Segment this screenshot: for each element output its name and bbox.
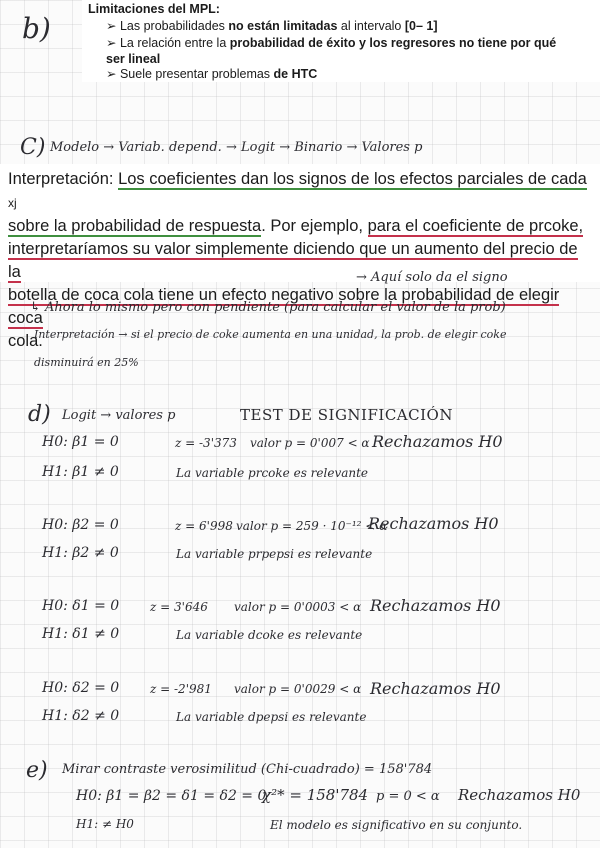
conclusion: La variable dpepsi es relevante (176, 710, 367, 724)
p-value: valor p = 0'0003 < α (234, 600, 362, 614)
z-statistic: z = -2'981 (150, 682, 212, 696)
h1-hypothesis: H1: β1 ≠ 0 (42, 464, 119, 480)
h0-hypothesis: H0: β1 = 0 (42, 434, 119, 450)
bullet-icon: ➢ (106, 19, 117, 33)
conclusion: La variable prcoke es relevante (176, 466, 369, 480)
h1-hypothesis: H1: δ1 ≠ 0 (42, 626, 120, 642)
h1-joint: H1: ≠ H0 (76, 817, 134, 831)
interpretation-2-line1: Interpretación → si el precio de coke aumenta en una unidad, la prob. de elegir coke (34, 328, 507, 341)
section-e-line: Mirar contraste verosimilitud (Chi-cuadrado) = 158'784 (62, 762, 433, 777)
section-c-line: Modelo → Variab. depend. → Logit → Binario → Valores p (50, 140, 423, 155)
z-statistic: z = 3'646 (150, 600, 208, 614)
limitation-item: ➢ La relación entre la probabilidad de éxito y los regresores no tiene por qué ser lineal (106, 36, 557, 66)
red-underlined-text: botella de coca cola tiene un efecto negativo sobre la probabilidad de elegir coca (8, 286, 560, 327)
decision: Rechazamos H0 (370, 679, 501, 698)
test-title: TEST DE SIGNIFICACIÓN (240, 406, 453, 424)
h1-hypothesis: H1: β2 ≠ 0 (42, 545, 119, 561)
limitation-item: ➢ Suele presentar problemas de HTC (106, 67, 318, 81)
decision: Rechazamos H0 (368, 514, 499, 533)
section-c-label: C) (20, 135, 46, 160)
section-e-label: e) (26, 758, 48, 783)
z-statistic: z = 6'998 (175, 519, 233, 533)
bullet-icon: ➢ (106, 67, 117, 81)
interpretation-text: Interpretación: Los coeficientes dan los signos de los efectos parciales de cada xj sobre la probabilidad de respuesta. Por ejemplo, para el coeficiente de prcoke, interpretaríamos su valor simplemente diciendo que un aumento del precio de la botella de coca cola tiene un efecto negativo sobre la probabilidad de elegir coca cola. (8, 170, 587, 350)
limitation-item: ➢ Las probabilidades no están limitadas al intervalo [0– 1] (106, 19, 438, 33)
conclusion: La variable prpepsi es relevante (176, 547, 373, 561)
decision-joint: Rechazamos H0 (458, 786, 581, 804)
h0-hypothesis: H0: δ2 = 0 (42, 680, 120, 696)
h0-hypothesis: H0: δ1 = 0 (42, 598, 120, 614)
red-underlined-text: interpretaríamos su valor simplemente diciendo que un aumento del precio de la (8, 240, 578, 281)
green-underlined-text: sobre la probabilidad de (8, 217, 185, 235)
h1-hypothesis: H1: δ2 ≠ 0 (42, 708, 120, 724)
sign-note: → Aquí solo da el signo (356, 270, 508, 285)
h0-joint: H0: β1 = β2 = δ1 = δ2 = 0 (76, 788, 267, 804)
decision: Rechazamos H0 (370, 596, 501, 615)
mpl-limitations-box (82, 0, 600, 82)
decision: Rechazamos H0 (372, 432, 503, 451)
interpretation-2-line2: disminuirá en 25% (34, 356, 139, 369)
z-statistic: z = -3'373 (175, 436, 237, 450)
red-underlined-text: para el coeficiente de prcoke, (367, 217, 584, 235)
section-d-head: Logit → valores p (62, 408, 176, 423)
section-d-label: d) (28, 402, 51, 427)
slope-note: ↳ Ahora lo mismo pero con pendiente (para calcular el valor de la prob) (30, 300, 506, 315)
h0-hypothesis: H0: β2 = 0 (42, 517, 119, 533)
joint-conclusion: El modelo es significativo en su conjunto. (270, 818, 523, 832)
p-value: valor p = 0'007 < α (250, 436, 370, 450)
chi-square: χ²* = 158'784 (262, 786, 369, 804)
mpl-title: Limitaciones del MPL: (88, 2, 220, 16)
p-value: valor p = 259 · 10⁻¹² < α (236, 519, 388, 533)
p-value: valor p = 0'0029 < α (234, 682, 362, 696)
bullet-icon: ➢ (106, 36, 117, 50)
section-b-label: b) (22, 12, 51, 45)
p-value-joint: p = 0 < α (376, 789, 440, 804)
green-underlined-text: Los coeficientes dan los signos de los efectos parciales de cada (118, 170, 587, 188)
conclusion: La variable dcoke es relevante (176, 628, 363, 642)
